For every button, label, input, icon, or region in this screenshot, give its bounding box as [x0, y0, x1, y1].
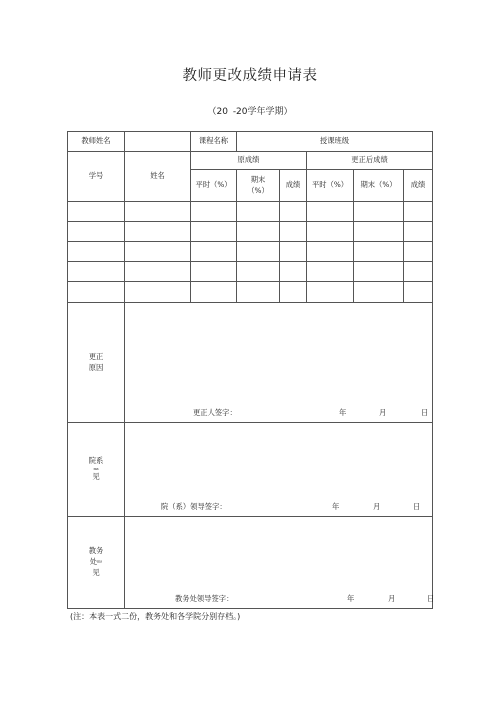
cell[interactable]	[307, 222, 354, 242]
cell[interactable]	[68, 282, 125, 303]
office-label-char: 处	[89, 557, 98, 567]
cell[interactable]	[191, 222, 237, 242]
office-signer-label: 教务处领导签字：	[175, 594, 234, 603]
new-score-header: 成绩	[404, 170, 433, 202]
office-label-line3: 见	[92, 567, 100, 577]
cell[interactable]	[68, 222, 125, 242]
cell[interactable]	[191, 202, 237, 222]
cell[interactable]	[191, 262, 237, 282]
office-label-line1: 教务	[88, 546, 104, 556]
teacher-name-label: 教师姓名	[68, 132, 125, 152]
teacher-name-field[interactable]	[125, 132, 191, 152]
cell[interactable]	[280, 202, 307, 222]
cell[interactable]	[191, 282, 237, 303]
dept-label-line1: 院系	[88, 455, 104, 465]
grade-change-form	[67, 131, 433, 609]
cell[interactable]	[125, 202, 191, 222]
cell[interactable]	[354, 202, 404, 222]
cell[interactable]	[307, 202, 354, 222]
cell[interactable]	[125, 242, 191, 262]
cell[interactable]	[404, 262, 433, 282]
cell[interactable]	[404, 242, 433, 262]
dept-day: 日	[413, 502, 421, 511]
cell[interactable]	[354, 222, 404, 242]
reason-section	[68, 303, 433, 423]
reason-signer-label: 更正人签字：	[193, 408, 237, 417]
changed-score-header: 更正后成绩	[307, 152, 433, 170]
office-label-tiny: ms	[97, 559, 103, 564]
cell[interactable]	[237, 222, 280, 242]
table-row	[68, 262, 433, 282]
cell[interactable]	[307, 282, 354, 303]
cell[interactable]	[354, 242, 404, 262]
table-row	[68, 222, 433, 242]
office-label-line2	[68, 557, 124, 568]
office-section	[68, 517, 433, 609]
reason-month: 月	[379, 408, 387, 417]
dept-label-tiny: ms	[93, 466, 99, 471]
cell[interactable]	[125, 262, 191, 282]
cell[interactable]	[307, 242, 354, 262]
dept-label-line2: 见	[92, 472, 100, 482]
office-month: 月	[388, 594, 396, 603]
cell[interactable]	[354, 282, 404, 303]
reason-label-line1: 更正	[88, 351, 104, 361]
cell[interactable]	[404, 282, 433, 303]
cell[interactable]	[237, 202, 280, 222]
reason-day: 日	[421, 408, 429, 417]
class-label: 授课班级	[237, 132, 433, 152]
original-score-header: 原成绩	[191, 152, 307, 170]
reason-field[interactable]	[125, 303, 433, 423]
cell[interactable]	[125, 282, 191, 303]
cell[interactable]	[68, 262, 125, 282]
student-id-header: 学号	[68, 152, 125, 202]
orig-usual-header: 平时（%）	[191, 170, 237, 202]
table-row	[68, 282, 433, 303]
new-final-header: 期末（%）	[354, 170, 404, 202]
dept-label	[68, 423, 125, 517]
reason-label	[68, 303, 125, 423]
orig-score-header: 成绩	[280, 170, 307, 202]
cell[interactable]	[404, 202, 433, 222]
dept-month: 月	[373, 502, 381, 511]
cell[interactable]	[307, 262, 354, 282]
dept-section	[68, 423, 433, 517]
dept-opinion-field[interactable]	[125, 423, 433, 517]
student-name-header: 姓名	[125, 152, 191, 202]
office-year: 年	[347, 594, 355, 603]
footnote: (注：本表一式二份，教务处和各学院分别存档。)	[70, 612, 241, 621]
office-label	[68, 517, 125, 609]
dept-year: 年	[332, 502, 340, 511]
dept-signer-label: 院（系）领导签字：	[161, 502, 227, 511]
office-day: 日	[427, 594, 435, 603]
office-sign-line	[125, 594, 435, 606]
cell[interactable]	[280, 242, 307, 262]
new-usual-header: 平时（%）	[307, 170, 354, 202]
cell[interactable]	[125, 222, 191, 242]
cell[interactable]	[280, 282, 307, 303]
dept-sign-line	[125, 502, 432, 514]
cell[interactable]	[354, 262, 404, 282]
cell[interactable]	[68, 242, 125, 262]
cell[interactable]	[280, 222, 307, 242]
office-opinion-field[interactable]	[125, 517, 433, 609]
reason-label-line2: 原因	[88, 362, 104, 372]
reason-sign-line	[125, 408, 432, 420]
cell[interactable]	[237, 242, 280, 262]
table-row	[68, 202, 433, 222]
cell[interactable]	[404, 222, 433, 242]
semester-line	[0, 104, 500, 117]
orig-final-header	[237, 170, 280, 202]
cell[interactable]	[237, 282, 280, 303]
cell[interactable]	[68, 202, 125, 222]
cell[interactable]	[280, 262, 307, 282]
orig-final-label: 期末	[250, 174, 266, 184]
orig-final-pct: （%）	[247, 185, 269, 195]
reason-year: 年	[339, 408, 347, 417]
semester-mid: -20学年学期）	[232, 107, 293, 117]
cell[interactable]	[237, 262, 280, 282]
semester-open: （20	[207, 107, 228, 117]
page-title: 教师更改成绩申请表	[182, 68, 318, 84]
course-name-label: 课程名称	[191, 132, 237, 152]
table-row	[68, 242, 433, 262]
cell[interactable]	[191, 242, 237, 262]
